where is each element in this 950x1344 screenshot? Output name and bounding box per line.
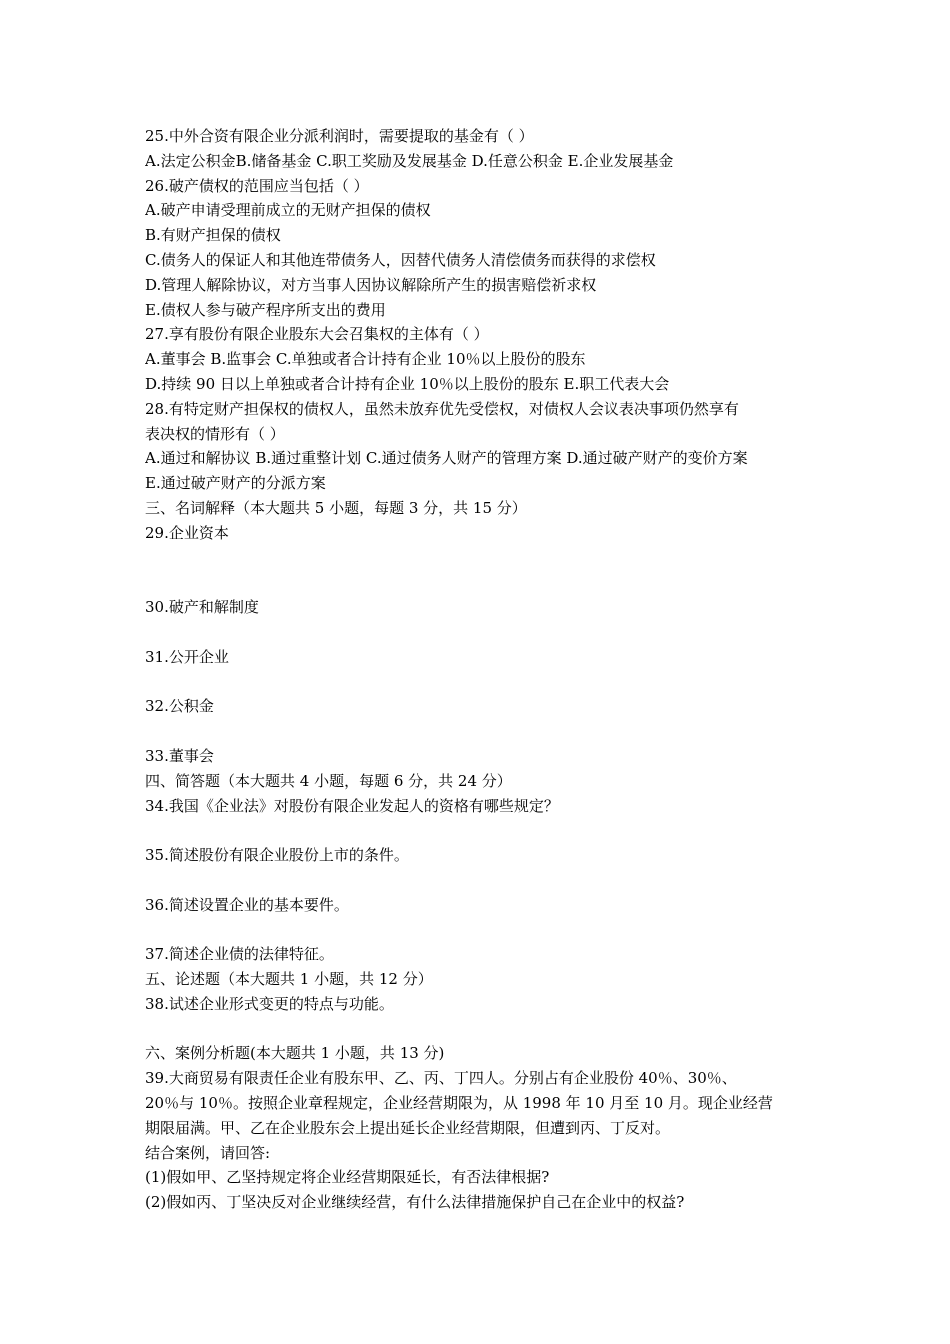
- q27-stem: 27.享有股份有限企业股东大会召集权的主体有（ ）: [145, 325, 489, 344]
- answer-space: [145, 719, 813, 744]
- q28-stem-line1: 28.有特定财产担保权的债权人，虽然未放弃优先受偿权，对债权人会议表决事项仍然享有: [145, 399, 739, 418]
- section3-heading: 三、名词解释（本大题共 5 小题，每题 3 分，共 15 分）: [145, 498, 527, 517]
- q28-options-line2: E.通过破产财产的分派方案: [145, 474, 326, 493]
- term-29: 29.企业资本: [145, 523, 229, 542]
- case-line-3: 期限届满。甲、乙在企业股东会上提出延长企业经营期限，但遭到丙、丁反对。: [145, 1118, 671, 1137]
- answer-space: [145, 818, 813, 843]
- section4-heading: 四、简答题（本大题共 4 小题，每题 6 分，共 24 分）: [145, 771, 512, 790]
- case-prompt: 结合案例，请回答:: [145, 1143, 271, 1162]
- q26-option-e: E.债权人参与破产程序所支出的费用: [145, 300, 386, 319]
- question-37: 37.简述企业债的法律特征。: [145, 945, 334, 964]
- q26-option-c: C.债务人的保证人和其他连带债务人，因替代债务人清偿债务而获得的求偿权: [145, 250, 656, 269]
- question-34: 34.我国《企业法》对股份有限企业发起人的资格有哪些规定？: [145, 796, 559, 815]
- q25-options: A.法定公积金B.储备基金 C.职工奖励及发展基金 D.任意公积金 E.企业发展基金: [145, 151, 674, 170]
- answer-space: [145, 670, 813, 695]
- q26-option-a: A.破产申请受理前成立的无财产担保的债权: [145, 201, 431, 220]
- case-question-1: (1)假如甲、乙坚持规定将企业经营期限延长，有否法律根据?: [145, 1168, 550, 1187]
- term-30: 30.破产和解制度: [145, 598, 259, 617]
- term-33: 33.董事会: [145, 746, 214, 765]
- answer-space: [145, 868, 813, 893]
- case-question-2: (2)假如丙、丁坚决反对企业继续经营，有什么法律措施保护自己在企业中的权益?: [145, 1193, 685, 1212]
- case-line-1: 39.大商贸易有限责任企业有股东甲、乙、丙、丁四人。分别占有企业股份 40％、30％、: [145, 1069, 737, 1088]
- section6-heading: 六、案例分析题(本大题共 1 小题，共 13 分): [145, 1044, 445, 1063]
- term-31: 31.公开企业: [145, 647, 229, 666]
- q28-stem-line2: 表决权的情形有（ ）: [145, 424, 285, 443]
- answer-space: [145, 546, 813, 596]
- q25-stem: 25.中外合资有限企业分派利润时，需要提取的基金有（ ）: [145, 127, 534, 145]
- q26-option-b: B.有财产担保的债权: [145, 226, 281, 245]
- answer-space: [145, 918, 813, 943]
- exam-page: [145, 124, 813, 1215]
- answer-space: [145, 1017, 813, 1042]
- question-36: 36.简述设置企业的基本要件。: [145, 895, 349, 914]
- term-32: 32.公积金: [145, 697, 214, 716]
- section5-heading: 五、论述题（本大题共 1 小题，共 12 分）: [145, 970, 433, 989]
- q28-options-line1: A.通过和解协议 B.通过重整计划 C.通过债务人财产的管理方案 D.通过破产财产的变价方案: [145, 449, 748, 468]
- q27-options-line2: D.持续 90 日以上单独或者合计持有企业 10％以上股份的股东 E.职工代表大会: [145, 374, 670, 393]
- q26-option-d: D.管理人解除协议，对方当事人因协议解除所产生的损害赔偿祈求权: [145, 275, 597, 294]
- question-35: 35.简述股份有限企业股份上市的条件。: [145, 846, 409, 865]
- case-line-2: 20％与 10％。按照企业章程规定，企业经营期限为，从 1998 年 10 月至 10 月。现企业经营: [145, 1094, 773, 1113]
- q26-stem: 26.破产债权的范围应当包括（ ）: [145, 176, 369, 195]
- q27-options-line1: A.董事会 B.监事会 C.单独或者合计持有企业 10％以上股份的股东: [145, 350, 586, 369]
- answer-space: [145, 620, 813, 645]
- question-38: 38.试述企业形式变更的特点与功能。: [145, 994, 394, 1013]
